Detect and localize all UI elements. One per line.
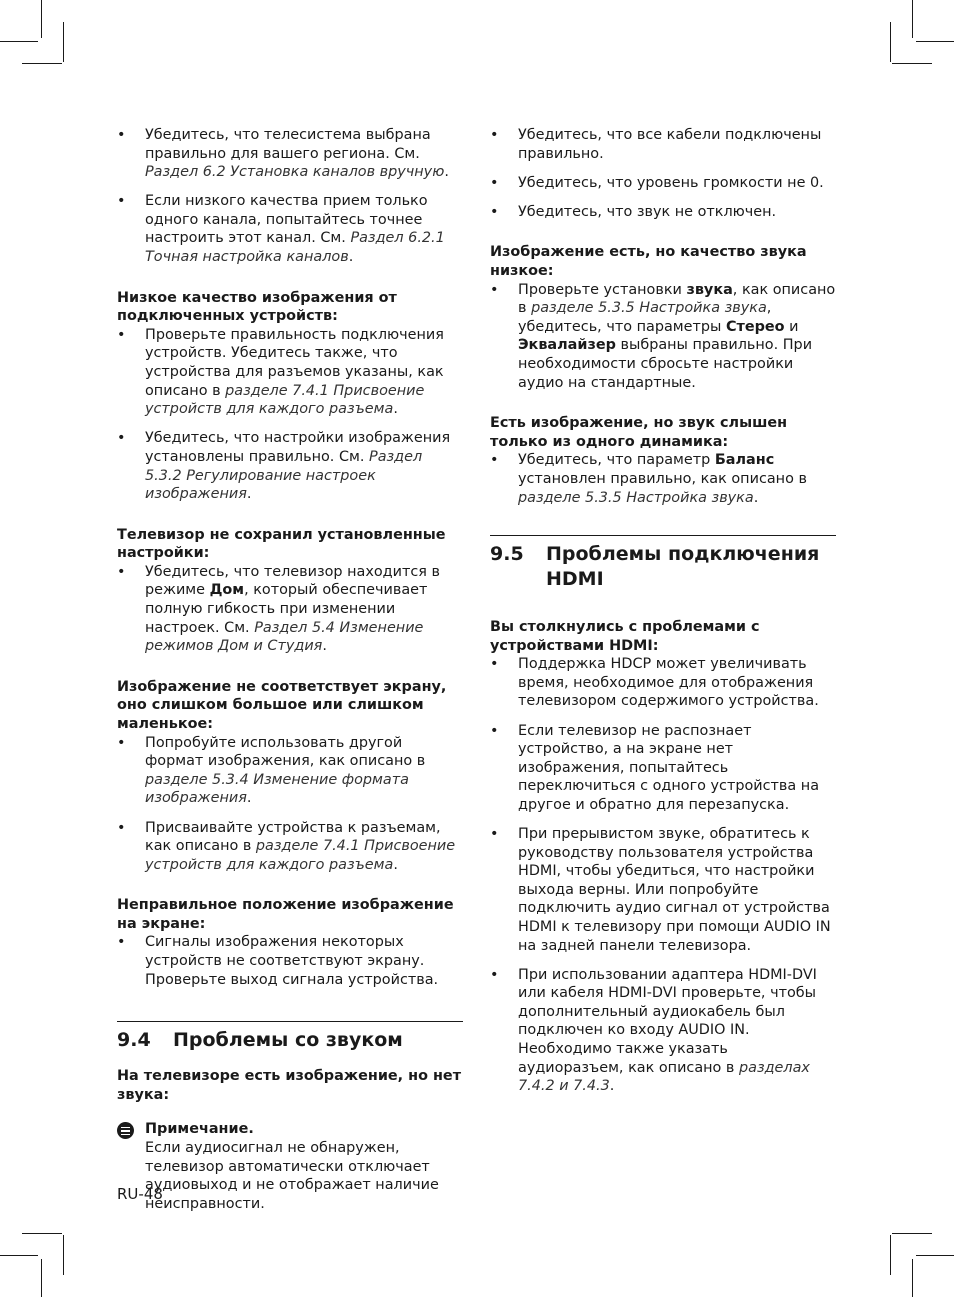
section-reference: Раздел 5.4 Изменение режимов Дом и Студия — [145, 619, 424, 655]
section-reference: разделе 7.4.1 Присвоение устройств для каждого разъема — [145, 382, 425, 418]
section-heading-9-4 — [117, 1021, 463, 1053]
bullet-item: • Сигналы изображения некоторых устройств не соответствуют экрану. Проверьте выход сигнала устройства. — [117, 933, 463, 989]
section-reference: Раздел 6.2 Установка каналов вручную — [145, 164, 445, 181]
bullet-item: • Убедитесь, что настройки изображения установлены правильно. См. Раздел 5.3.2 Регулирование настроек изображения. — [117, 429, 463, 503]
bullet-item: • Проверьте правильность подключения устройств. Убедитесь также, что устройства для разъемов указаны, как описано в разделе 7.4.1 Присвоение устройств для каждого разъема. — [117, 326, 463, 419]
bullet-item: • Убедитесь, что уровень громкости не 0. — [490, 174, 836, 193]
note-icon — [117, 1122, 134, 1139]
section-reference: разделе 5.3.5 Настройка звука — [531, 300, 767, 317]
section-title: Проблемы подключения HDMI — [546, 543, 820, 591]
crop-mark — [916, 41, 954, 42]
bullet-item: • Присваивайте устройства к разъемам, как описано в разделе 7.4.1 Присвоение устройств для каждого разъема. — [117, 819, 463, 875]
note-text: Если аудиосигнал не обнаружен, телевизор автоматически отключает аудиовыход и не отображает наличие неисправности. — [145, 1140, 439, 1212]
section-reference: разделе 5.3.5 Настройка звука — [518, 489, 754, 506]
crop-mark — [41, 0, 42, 38]
right-column — [490, 126, 836, 1096]
bullet-item: • Попробуйте использовать другой формат изображения, как описано в разделе 5.3.4 Изменение формата изображения. — [117, 734, 463, 808]
crop-mark — [892, 1233, 932, 1234]
section-number: 9.4 — [117, 1029, 151, 1052]
crop-mark — [916, 1255, 954, 1256]
crop-mark — [22, 1233, 62, 1234]
crop-mark — [41, 1259, 42, 1297]
section-title: Проблемы со звуком — [173, 1029, 403, 1052]
problem-heading: Есть изображение, но звук слышен только из одного динамика: — [490, 415, 788, 450]
bullet-item: • Убедитесь, что телесистема выбрана правильно для вашего региона. См. Раздел 6.2 Установка каналов вручную. — [117, 126, 463, 182]
section-reference: разделе 7.4.1 Присвоение устройств для каждого разъема — [145, 838, 456, 873]
problem-heading: На телевизоре есть изображение, но нет звука: — [117, 1068, 462, 1103]
problem-heading: Вы столкнулись с проблемами с устройствами HDMI: — [490, 619, 760, 654]
page-number: RU-48 — [117, 1185, 163, 1203]
section-reference: разделах 7.4.2 и 7.4.3 — [518, 1059, 810, 1095]
note-block — [117, 1120, 463, 1213]
problem-heading: Неправильное положение изображение на экране: — [117, 897, 454, 932]
bullet-item: • Если телевизор не распознает устройство, а на экране нет изображения, попытайтесь переключиться с одного устройства на другое и обратно для перезапуска. — [490, 722, 836, 815]
bullet-item: • Убедитесь, что все кабели подключены правильно. — [490, 126, 836, 163]
problem-heading: Низкое качество изображения от подключенных устройств: — [117, 289, 397, 325]
section-reference: Раздел 6.2.1 Точная настройка каналов — [145, 230, 445, 266]
bullet-item: • Убедитесь, что телевизор находится в режиме Дом, который обеспечивает полную гибкость при изменении настроек. См. Раздел 5.4 Изменение режимов Дом и Студия. — [117, 563, 463, 656]
note-title: Примечание. — [145, 1121, 254, 1138]
crop-mark — [912, 0, 913, 38]
bullet-item: • Проверьте установки звука, как описано в разделе 5.3.5 Настройка звука, убедитесь, что параметры Стерео и Эквалайзер выбраны правильно. При необходимости сбросьте настройки аудио на стандартные. — [490, 281, 836, 393]
crop-mark — [63, 22, 64, 62]
crop-mark — [0, 41, 38, 42]
crop-mark — [890, 1235, 891, 1275]
crop-mark — [63, 1235, 64, 1275]
bullet-item: • Убедитесь, что звук не отключен. — [490, 203, 836, 222]
crop-mark — [892, 63, 932, 64]
bullet-item: • Убедитесь, что параметр Баланс установлен правильно, как описано в разделе 5.3.5 Настройка звука. — [490, 451, 836, 507]
bullet-item: • При использовании адаптера HDMI-DVI или кабеля HDMI-DVI проверьте, чтобы дополнительный аудиокабель был подключен ко входу AUDIO IN. Необходимо также указать аудиоразъем, как описано в разделах 7.4.2 и 7.4.3. — [490, 966, 836, 1096]
section-heading-9-5 — [490, 535, 836, 592]
crop-mark — [890, 22, 891, 62]
bullet-item: • Поддержка HDCP может увеличивать время, необходимое для отображения телевизором содержимого устройства. — [490, 655, 836, 711]
bullet-item: • При прерывистом звуке, обратитесь к руководству пользователя устройства HDMI, чтобы убедиться, что настройки выхода верны. Или попробуйте подключить аудио сигнал от устройства HDMI к телевизору при помощи AUDIO IN на задней панели телевизора. — [490, 825, 836, 955]
left-column — [117, 126, 463, 1213]
section-number: 9.5 — [490, 543, 524, 566]
crop-mark — [912, 1259, 913, 1297]
section-reference: разделе 5.3.4 Изменение формата изображения — [145, 771, 409, 807]
section-reference: Раздел 5.3.2 Регулирование настроек изображения — [145, 448, 423, 503]
problem-heading: Телевизор не сохранил установленные настройки: — [117, 526, 446, 562]
crop-mark — [22, 63, 62, 64]
crop-mark — [0, 1255, 38, 1256]
problem-heading: Изображение не соответствует экрану, оно слишком большое или слишком маленькое: — [117, 678, 447, 733]
problem-heading: Изображение есть, но качество звука низкое: — [490, 244, 807, 279]
bullet-item: • Если низкого качества прием только одного канала, попытайтесь точнее настроить этот канал. См. Раздел 6.2.1 Точная настройка каналов. — [117, 192, 463, 266]
